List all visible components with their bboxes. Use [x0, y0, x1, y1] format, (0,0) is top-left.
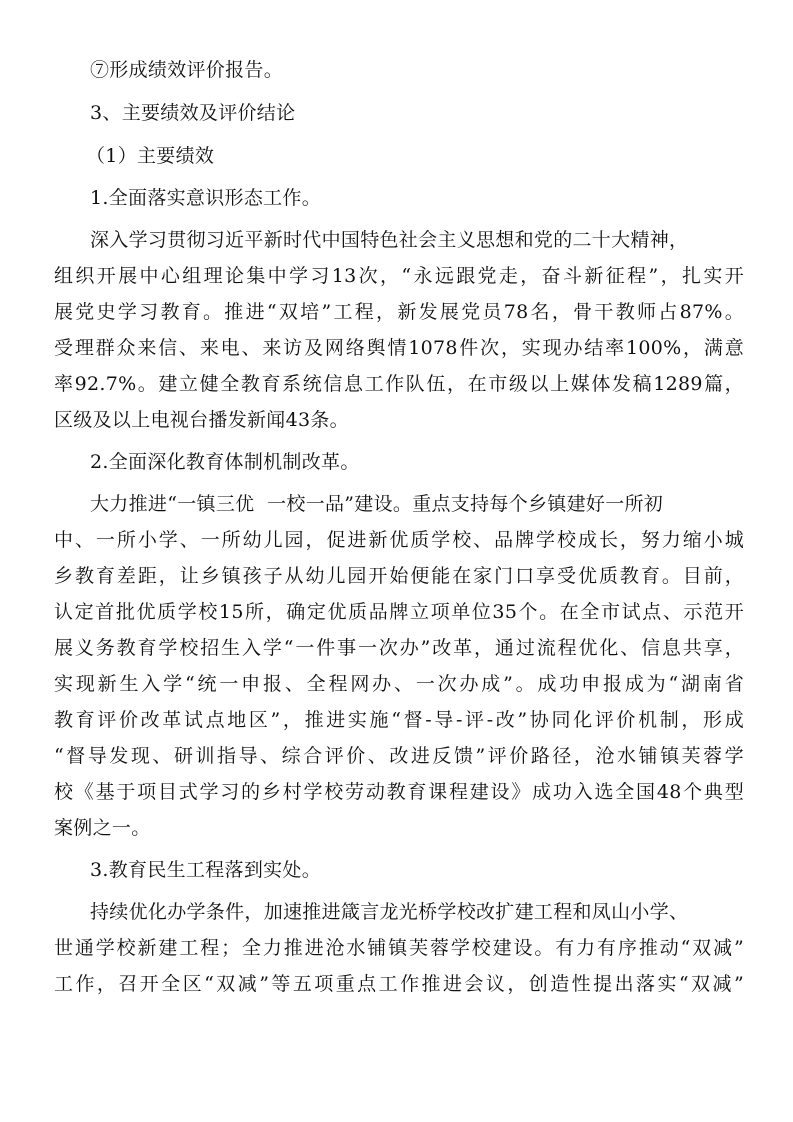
paragraph-2-line-5: 展义务教育学校招生入学“一件事一次办”改革，通过流程优化、信息共享，	[54, 637, 744, 659]
paragraph-3-line-3: 工作，召开全区“双减”等五项重点工作推进会议，创造性提出落实“双减”	[54, 973, 744, 995]
paragraph-1-line-3: 展党史学习教育。推进“双培”工程，新发展党员78名，骨干教师占87%。	[54, 301, 744, 323]
paragraph-2-line-4: 认定首批优质学校15所，确定优质品牌立项单位35个。在全市试点、示范开	[54, 601, 744, 623]
paragraph-3-line-1: 持续优化办学条件，加速推进箴言龙光桥学校改扩建工程和凤山小学、	[90, 901, 689, 923]
paragraph-1-line-5: 率92.7%。建立健全教育系统信息工作队伍，在市级以上媒体发稿1289篇，	[54, 373, 744, 395]
paragraph-2-line-8: “督导发现、研训指导、综合评价、改进反馈”评价路径，沧水铺镇芙蓉学	[54, 745, 744, 767]
paragraph-1-line-6: 区级及以上电视台播发新闻43条。	[54, 409, 349, 431]
paragraph-3-line-2: 世通学校新建工程；全力推进沧水铺镇芙蓉学校建设。有力有序推动“双减”	[54, 937, 744, 959]
item-heading-1: 1.全面落实意识形态工作。	[90, 187, 322, 209]
paragraph-2-line-3: 乡教育差距，让乡镇孩子从幼儿园开始便能在家门口享受优质教育。目前，	[54, 565, 744, 587]
item-heading-3: 3.教育民生工程落到实处。	[90, 859, 322, 881]
paragraph-2-line-10: 案例之一。	[54, 817, 151, 839]
paragraph-2-line-7: 教育评价改革试点地区”，推进实施“督-导-评-改”协同化评价机制，形成	[54, 709, 744, 731]
paragraph-2-line-1: 大力推进“一镇三优 一校一品”建设。重点支持每个乡镇建好一所初	[90, 493, 664, 515]
item-heading-2: 2.全面深化教育体制机制改革。	[90, 451, 360, 473]
paragraph-2-line-2: 中、一所小学、一所幼儿园，促进新优质学校、品牌学校成长，努力缩小城	[54, 529, 744, 551]
section-heading-3: 3、主要绩效及评价结论	[90, 102, 296, 124]
list-item-7: ⑦形成绩效评价报告。	[90, 59, 284, 81]
paragraph-1-line-4: 受理群众来信、来电、来访及网络舆情1078件次，实现办结率100%，满意	[54, 337, 744, 359]
paragraph-2-line-9: 校《基于项目式学习的乡村学校劳动教育课程建设》成功入选全国48个典型	[54, 781, 744, 803]
paragraph-1-line-2: 组织开展中心组理论集中学习13次，“永远跟党走，奋斗新征程”，扎实开	[54, 265, 744, 287]
paragraph-1-line-1: 深入学习贯彻习近平新时代中国特色社会主义思想和党的二十大精神，	[90, 229, 689, 251]
paragraph-2-line-6: 实现新生入学“统一申报、全程网办、一次办成”。成功申报成为“湖南省	[54, 673, 744, 695]
subsection-heading-1: （1）主要绩效	[86, 145, 215, 167]
